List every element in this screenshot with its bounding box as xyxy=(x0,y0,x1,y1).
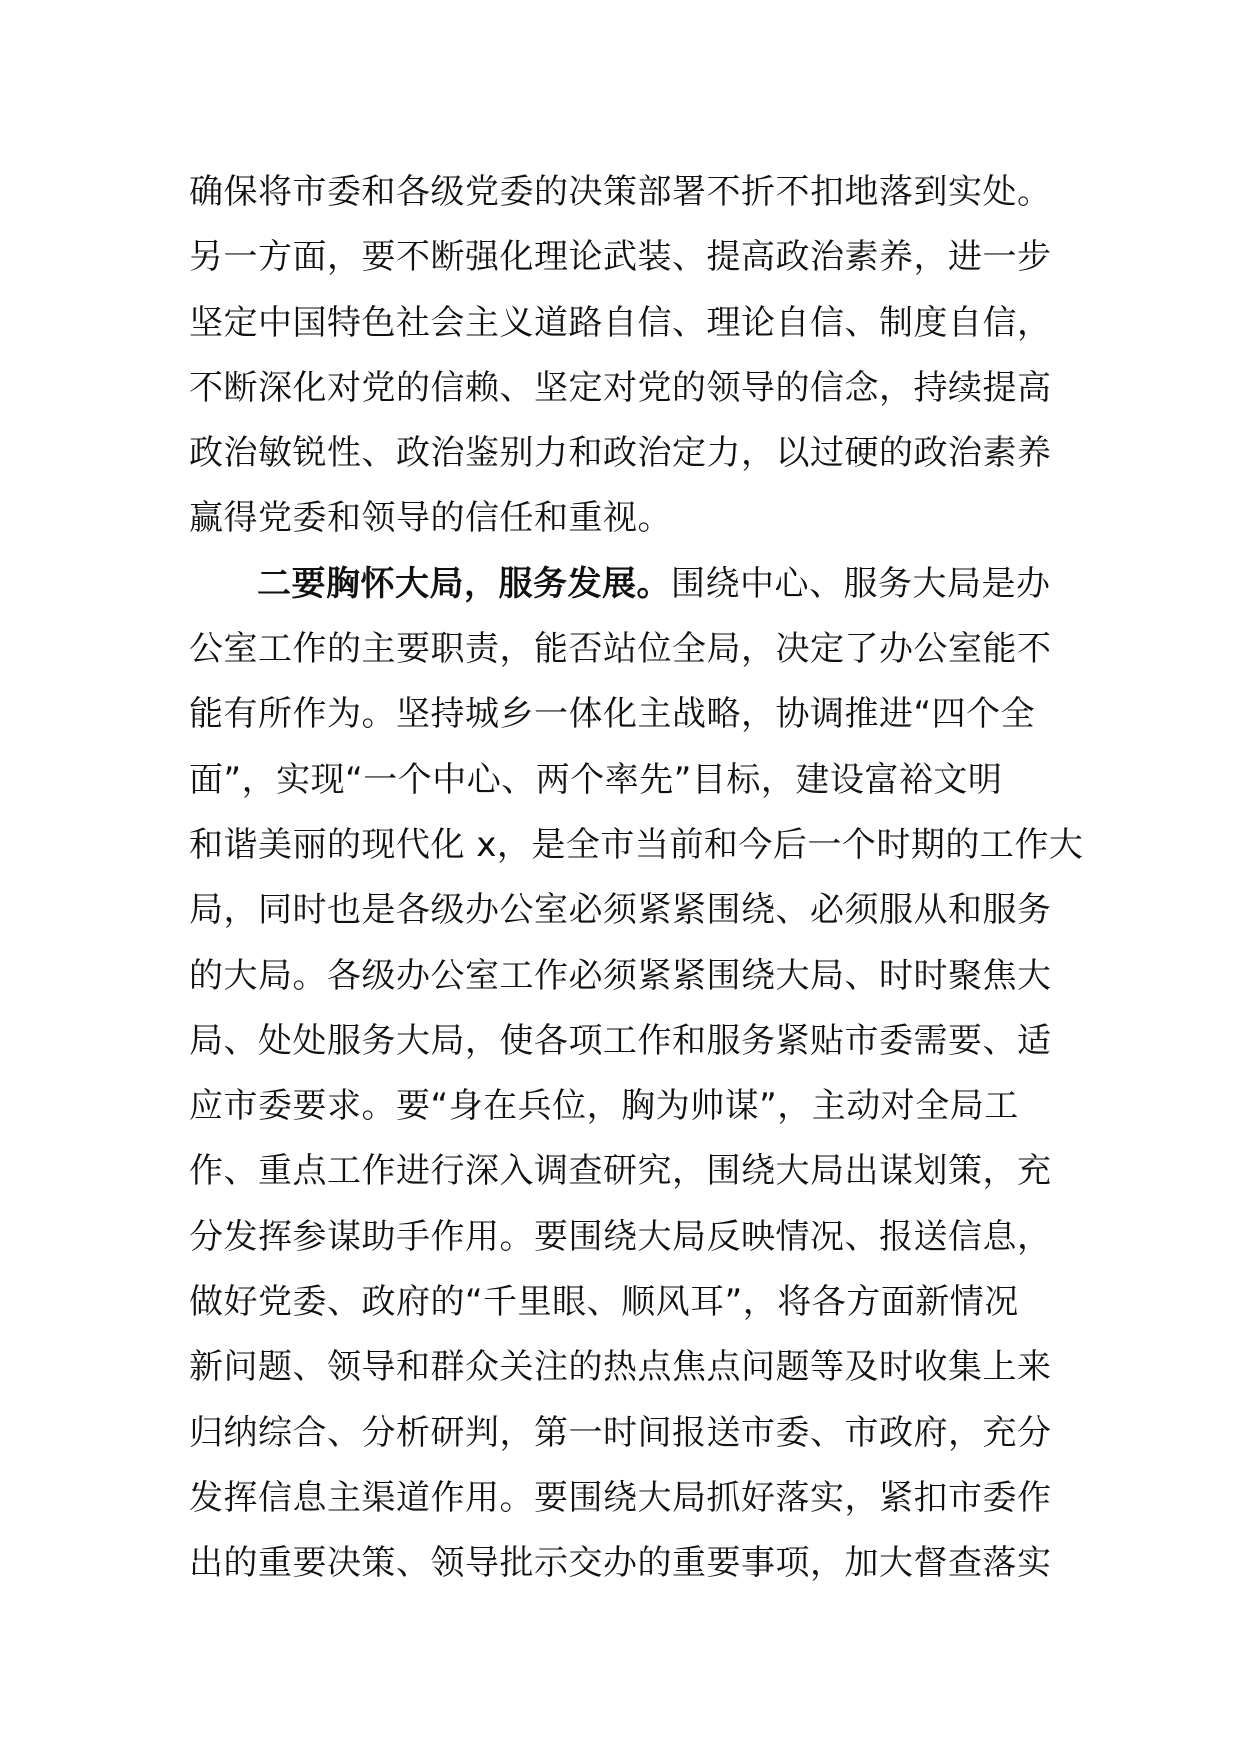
text-line: 公室工作的主要职责，能否站位全局，决定了办公室能不 xyxy=(189,629,1052,670)
text-line: 政治敏锐性、政治鉴别力和政治定力，以过硬的政治素养 xyxy=(189,433,1052,474)
text-line: 另一方面，要不断强化理论武装、提高政治素养，进一步 xyxy=(189,237,1052,278)
text-line: 不断深化对党的信赖、坚定对党的领导的信念，持续提高 xyxy=(189,367,1052,408)
text-line: 出的重要决策、领导批示交办的重要事项，加大督查落实 xyxy=(189,1543,1052,1584)
text-line: 赢得党委和领导的信任和重视。 xyxy=(189,498,672,539)
text-line: 确保将市委和各级党委的决策部署不折不扣地落到实处。 xyxy=(189,172,1052,212)
paragraph-first-line xyxy=(189,552,1069,617)
text-line: 局，同时也是各级办公室必须紧紧围绕、必须服从和服务 xyxy=(189,890,1052,931)
text-line: 发挥信息主渠道作用。要围绕大局抓好落实，紧扣市委作 xyxy=(189,1477,1052,1518)
text-line: 面”，实现“一个中心、两个率先”目标，建设富裕文明 xyxy=(189,759,1003,800)
text-line: 坚定中国特色社会主义道路自信、理论自信、制度自信， xyxy=(189,302,1052,343)
text-line: 做好党委、政府的“千里眼、顺风耳”，将各方面新情况 xyxy=(189,1282,1019,1323)
text-line: 和谐美丽的现代化 x，是全市当前和今后一个时期的工作大 xyxy=(189,824,1084,865)
document-body xyxy=(189,160,1084,1597)
text-segment: 围绕中心、服务大局是办 xyxy=(671,563,1051,604)
text-line: 的大局。各级办公室工作必须紧紧围绕大局、时时聚焦大 xyxy=(189,955,1052,996)
text-line: 归纳综合、分析研判，第一时间报送市委、市政府，充分 xyxy=(189,1412,1052,1453)
text-line: 能有所作为。坚持城乡一体化主战略，协调推进“四个全 xyxy=(189,694,1036,735)
text-line: 应市委要求。要“身在兵位，胸为帅谋”，主动对全局工 xyxy=(189,1086,1019,1127)
text-line: 作、重点工作进行深入调查研究，围绕大局出谋划策，充 xyxy=(189,1151,1052,1192)
text-line: 局、处处服务大局，使各项工作和服务紧贴市委需要、适 xyxy=(189,1020,1052,1061)
text-line: 分发挥参谋助手作用。要围绕大局反映情况、报送信息， xyxy=(189,1216,1052,1257)
text-line: 新问题、领导和群众关注的热点焦点问题等及时收集上来 xyxy=(189,1347,1052,1388)
paragraph-heading: 二要胸怀大局，服务发展。 xyxy=(257,563,671,604)
